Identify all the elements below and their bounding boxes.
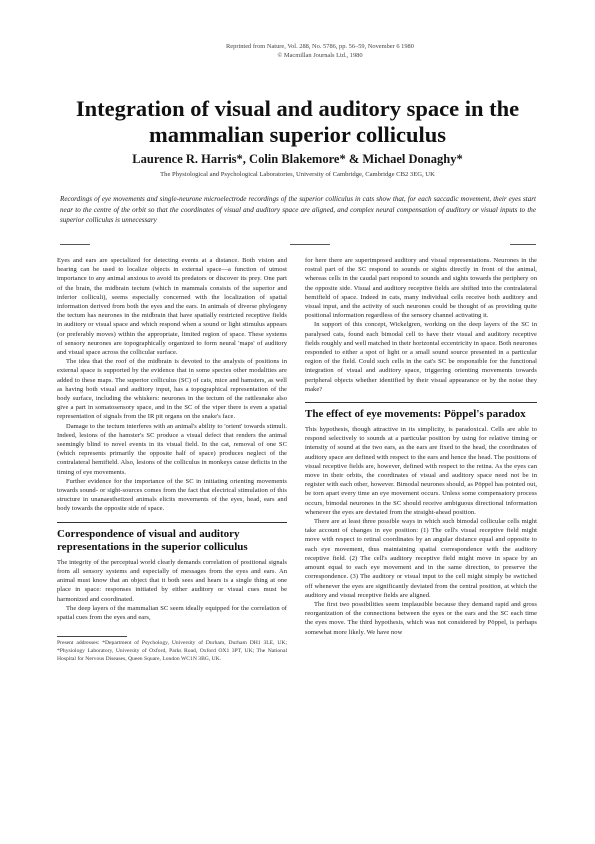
right-column: [305, 256, 537, 637]
section-rule: [305, 402, 537, 403]
body-paragraph: This hypothesis, though attractive in its simplicity, is paradoxical. Cells are able to respond selectively to sounds at a particular position by using for relative timing or intensity of sound at the two ears, as the ears are fixed to the head, the coordinates of auditory space are defined with respect to the ears and hence the head. The positions of visual receptive fields are, however, defined with respect to the retina. As the eyes can move in their orbits, the coordinates of visual and auditory space need not be in register with each other, however. Bimodal neurones should, as Pöppel has pointed out, be torn apart every time an eye movement occurs. Unless some compensatory process occurs, bimodal neurones in the SC should receive ambiguous directional information whenever the eyes are deviated from the straight-ahead position.: [305, 426, 537, 516]
abstract: Recordings of eye movements and single-neurone microelectrode recordings of the superior colliculus in cats show that, for each saccadic movement, their eyes start near to the centre of the orbit so that the coordinates of visual and auditory space are aligned, and complex neural compensation of auditory or visual inputs to the superior colliculus is unnecessary: [60, 195, 536, 225]
section-spacer: [57, 514, 287, 522]
section-heading: The effect of eye movements: Pöppel's paradox: [305, 408, 526, 421]
body-paragraph: Further evidence for the importance of the SC in initiating orienting movements towards sound- or sight-sources comes from the fact that electrical stimulation of this structure in unanaesthetized animals elicits movements of the eyes, head, ears and body towards the opposite side of space.: [57, 477, 287, 513]
section-rule: [57, 522, 287, 523]
footnote-rule: [57, 636, 127, 637]
abstract-end-rule: [290, 244, 330, 245]
body-paragraph: The deep layers of the mammalian SC seem ideally equipped for the correlation of spatial cues from the eyes and ears,: [57, 604, 287, 621]
reprint-notice: [200, 42, 440, 60]
section-heading: Correspondence of visual and auditory representations in the superior colliculus: [57, 527, 248, 553]
author-affiliation: The Physiological and Psychological Laboratories, University of Cambridge, Cambridge CB2 3EG, UK: [160, 171, 435, 178]
reprint-line-1: Reprinted from Nature, Vol. 288, No. 5786, pp. 56–59, November 6 1980: [226, 43, 414, 50]
reprint-line-2: © Macmillan Journals Ltd., 1980: [277, 52, 363, 59]
body-paragraph: Damage to the tectum interferes with an animal's ability to 'orient' towards stimuli. Indeed, lesions of the hamster's SC produce a visual defect that renders the animal seemingly blind to novel events in its visual field. In the cat, removal of one SC (which represents primarily the opposite half of space) produces neglect of the contralateral hemifield. Also, lesions of the colliculus in monkeys cause deficits in the timing of eye movements.: [57, 422, 287, 476]
body-paragraph: The first two possibilities seem implausible because they demand rapid and gross reorganization of the connections between the eyes or the ears and the SC each time the eyes move. The third hypothesis, which was not considered by Pöppel, is perhaps somewhat more likely. We have now: [305, 600, 537, 636]
body-paragraph: The idea that the roof of the midbrain is devoted to the analysis of positions in external space is supported by the evidence that in some species other modalities are added to these maps. The superior colliculus (SC) of cats, mice and hamsters, as well as having both visual and auditory input, has a topographical representation of the body surface, including the whiskers: neurones in the tectum of the rattlesnake also give a part in somatosensory space, and in the SC of the viper there is even a spatial representation of signals from the IR pit organs on the snake's face.: [57, 358, 287, 421]
footnote-addresses: Present addresses: *Department of Psychology, University of Durham, Durham DH1 3LE, UK; *Physiology Laboratory, University of Oxford, Parks Road, Oxford OX1 3PT, UK; The National Hospital for Nervous Diseases, Queen Square, London WC1N 3BG, UK.: [57, 640, 287, 662]
left-column: [57, 256, 287, 664]
section-spacer: [305, 394, 537, 402]
body-paragraph: In support of this concept, Wickelgren, working on the deep layers of the SC in paralysed cats, found each bimodal cell to have their visual and auditory receptive fields roughly and well matched in their horizontal eccentricity in space. Both neurones responded to either a spot of light or a small sound source presented in a particular region of the field. Could such cells in the cat's SC be responsible for the functional integration of visual and auditory space, triggering orienting movements towards peripheral objects whether identified by their visual appearance or by the noise they make?: [305, 321, 538, 393]
abstract-end-rule: [510, 244, 536, 245]
body-paragraph: The integrity of the perceptual world clearly demands correlation of positional signals from all sensory systems and especially of messages from the eyes and ears. An animal must know that an object that it both sees and hears is a single thing at one place in space: responses initiated by either auditory or visual cues must be harmonized and coordinated.: [57, 558, 287, 603]
body-paragraph: There are at least three possible ways in which such bimodal collicular cells might take account of changes in eye position: (1) The cell's visual receptive field might move with respect to retinal coordinates by an angular distance equal and opposite to each eye movement, thus maintaining spatial correspondence with the auditory receptive field. (2) The cell's auditory receptive field might move in space by an amount equal to each eye movement and in the same direction, to preserve the correspondence. (3) The auditory or visual input to the cell might simply be switched off whenever the eyes are significantly deviated from the central position, at which the auditory and visual receptive fields are aligned.: [305, 518, 537, 599]
author-list: Laurence R. Harris*, Colin Blakemore* & Michael Donaghy*: [132, 152, 463, 166]
article-title: Integration of visual and auditory space in the mammalian superior colliculus: [75, 96, 520, 147]
body-paragraph: Eyes and ears are specialized for detecting events at a distance. Both vision and hearing can be used to localize objects in external space—a function of utmost importance to any animal anxious to avoid its predators or discover its prey. One part of the brain, the midbrain tectum (which in mammals consists of the superior and inferior colliculi), seems especially concerned with the localization of spatial information derived from both the eyes and the ears. In animals of diverse phylogeny the tectum has neurones in the midbrain that have spatially restricted receptive fields in auditory or visual space and which respond when a sound or light stimulus appears (or preferably moves) within the appropriate, limited region of space. These systems of sensory neurones are topographically organized to form neural 'maps' of auditory and visual space across the collicular surface.: [57, 257, 287, 357]
body-paragraph: for here there are superimposed auditory and visual representations. Neurones in the rostral part of the SC respond to sounds or sights directly in front of the animal, whereas cells in the caudal part respond to sounds and sights towards the periphery on the opposite side. Visual and auditory receptive fields are shifted into the contralateral hemifield of space. Indeed in cats, many individual cells receive both auditory and visual input, and the activity of such neurones could be thought of as providing quite positional information regardless of the sensory channel activating it.: [305, 257, 537, 320]
abstract-end-rule: [60, 244, 90, 245]
